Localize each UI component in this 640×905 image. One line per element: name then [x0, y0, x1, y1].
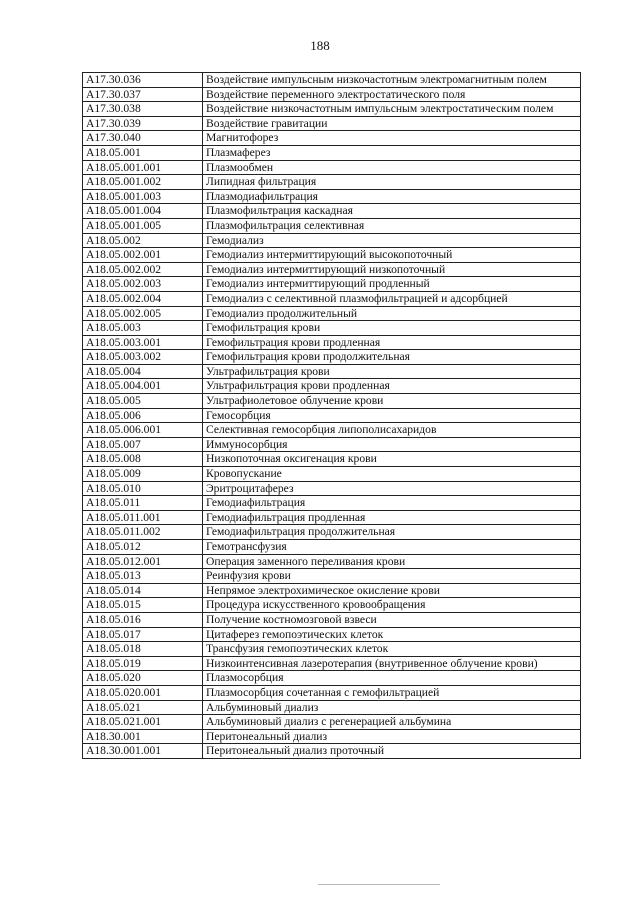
table-row [83, 291, 581, 306]
table-row [83, 656, 581, 671]
service-code-cell: A17.30.039 [83, 116, 203, 131]
service-name-cell: Ультрафиолетовое облучение крови [203, 394, 581, 409]
service-code-cell: A18.30.001.001 [83, 744, 203, 759]
service-name-cell: Альбуминовый диализ с регенерацией альбумина [203, 715, 581, 730]
table-row [83, 233, 581, 248]
service-name-cell: Гемофильтрация крови продолжительная [203, 350, 581, 365]
service-code-cell: A18.05.002.002 [83, 262, 203, 277]
service-name-cell: Низкоинтенсивная лазеротерапия (внутривенное облучение крови) [203, 656, 581, 671]
table-row [83, 218, 581, 233]
services-table-body [83, 73, 581, 759]
service-name-cell: Процедура искусственного кровообращения [203, 598, 581, 613]
service-code-cell: A18.05.021 [83, 700, 203, 715]
service-name-cell: Гемодиафильтрация продолжительная [203, 525, 581, 540]
service-name-cell: Перитонеальный диализ проточный [203, 744, 581, 759]
table-row [83, 569, 581, 584]
service-name-cell: Непрямое электрохимическое окисление крови [203, 583, 581, 598]
service-name-cell: Цитаферез гемопоэтических клеток [203, 627, 581, 642]
service-code-cell: A18.05.010 [83, 481, 203, 496]
service-name-cell: Гемосорбция [203, 408, 581, 423]
table-row [83, 715, 581, 730]
table-row [83, 321, 581, 336]
service-name-cell: Плазмосорбция [203, 671, 581, 686]
table-row [83, 335, 581, 350]
service-code-cell: A18.05.002.001 [83, 248, 203, 263]
table-row [83, 554, 581, 569]
service-name-cell: Гемодиафильтрация [203, 496, 581, 511]
table-row [83, 481, 581, 496]
service-code-cell: A18.05.015 [83, 598, 203, 613]
table-row [83, 437, 581, 452]
service-code-cell: A18.05.001.003 [83, 189, 203, 204]
table-row [83, 204, 581, 219]
service-code-cell: A18.05.012 [83, 540, 203, 555]
table-row [83, 452, 581, 467]
service-name-cell: Селективная гемосорбция липополисахаридов [203, 423, 581, 438]
page-number: 188 [310, 38, 330, 53]
table-row [83, 627, 581, 642]
table-row [83, 277, 581, 292]
table-row [83, 189, 581, 204]
table-row [83, 160, 581, 175]
service-code-cell: A18.05.016 [83, 612, 203, 627]
service-code-cell: A18.05.011.001 [83, 510, 203, 525]
service-name-cell: Гемодиализ интермиттирующий продленный [203, 277, 581, 292]
service-name-cell: Кровопускание [203, 467, 581, 482]
service-name-cell: Воздействие переменного электростатического поля [203, 87, 581, 102]
service-code-cell: A18.05.002.005 [83, 306, 203, 321]
table-row [83, 262, 581, 277]
service-name-cell: Плазмосорбция сочетанная с гемофильтрацией [203, 685, 581, 700]
service-code-cell: A18.05.013 [83, 569, 203, 584]
service-name-cell: Альбуминовый диализ [203, 700, 581, 715]
service-name-cell: Плазмофильтрация селективная [203, 218, 581, 233]
service-name-cell: Гемодиализ интермиттирующий низкопоточный [203, 262, 581, 277]
service-code-cell: A18.05.018 [83, 642, 203, 657]
service-name-cell: Перитонеальный диализ [203, 729, 581, 744]
table-row [83, 744, 581, 759]
table-row [83, 671, 581, 686]
service-code-cell: A18.05.008 [83, 452, 203, 467]
table-row [83, 700, 581, 715]
service-code-cell: A18.05.004.001 [83, 379, 203, 394]
service-code-cell: A18.05.001.001 [83, 160, 203, 175]
service-name-cell: Гемодиализ продолжительный [203, 306, 581, 321]
service-code-cell: A18.05.001.002 [83, 175, 203, 190]
service-code-cell: A18.05.011 [83, 496, 203, 511]
service-code-cell: A17.30.037 [83, 87, 203, 102]
table-row [83, 642, 581, 657]
service-name-cell: Гемотрансфузия [203, 540, 581, 555]
service-name-cell: Воздействие гравитации [203, 116, 581, 131]
service-code-cell: A18.05.019 [83, 656, 203, 671]
service-code-cell: A18.05.001.004 [83, 204, 203, 219]
service-code-cell: A18.05.003 [83, 321, 203, 336]
table-row [83, 131, 581, 146]
service-name-cell: Операция заменного переливания крови [203, 554, 581, 569]
table-row [83, 306, 581, 321]
service-code-cell: A18.05.021.001 [83, 715, 203, 730]
service-name-cell: Плазмообмен [203, 160, 581, 175]
service-name-cell: Получение костномозговой взвеси [203, 612, 581, 627]
service-code-cell: A18.05.002.003 [83, 277, 203, 292]
service-name-cell: Гемофильтрация крови продленная [203, 335, 581, 350]
service-code-cell: A17.30.040 [83, 131, 203, 146]
service-code-cell: A18.05.005 [83, 394, 203, 409]
table-row [83, 729, 581, 744]
table-row [83, 350, 581, 365]
table-row [83, 612, 581, 627]
service-name-cell: Гемодиализ с селективной плазмофильтрацией и адсорбцией [203, 291, 581, 306]
service-name-cell: Липидная фильтрация [203, 175, 581, 190]
service-name-cell: Низкопоточная оксигенация крови [203, 452, 581, 467]
service-code-cell: A18.05.006.001 [83, 423, 203, 438]
service-code-cell: A18.05.002.004 [83, 291, 203, 306]
service-name-cell: Трансфузия гемопоэтических клеток [203, 642, 581, 657]
table-row [83, 423, 581, 438]
service-code-cell: A18.05.001 [83, 145, 203, 160]
service-name-cell: Гемодиализ [203, 233, 581, 248]
service-name-cell: Плазмодиафильтрация [203, 189, 581, 204]
service-code-cell: A18.05.003.001 [83, 335, 203, 350]
service-code-cell: A17.30.038 [83, 102, 203, 117]
service-code-cell: A18.05.006 [83, 408, 203, 423]
service-code-cell: A18.05.009 [83, 467, 203, 482]
service-code-cell: A18.05.001.005 [83, 218, 203, 233]
service-code-cell: A18.05.014 [83, 583, 203, 598]
table-row [83, 364, 581, 379]
service-name-cell: Реинфузия крови [203, 569, 581, 584]
service-code-cell: A18.05.011.002 [83, 525, 203, 540]
table-row [83, 116, 581, 131]
table-row [83, 496, 581, 511]
service-code-cell: A18.05.017 [83, 627, 203, 642]
table-row [83, 394, 581, 409]
service-code-cell: A18.05.004 [83, 364, 203, 379]
service-name-cell: Ультрафильтрация крови [203, 364, 581, 379]
table-row [83, 467, 581, 482]
service-name-cell: Гемодиализ интермиттирующий высокопоточный [203, 248, 581, 263]
service-name-cell: Магнитофорез [203, 131, 581, 146]
table-row [83, 248, 581, 263]
table-row [83, 102, 581, 117]
service-code-cell: A18.05.012.001 [83, 554, 203, 569]
table-row [83, 379, 581, 394]
table-row [83, 87, 581, 102]
table-row [83, 510, 581, 525]
service-code-cell: A17.30.036 [83, 73, 203, 88]
service-name-cell: Плазмаферез [203, 145, 581, 160]
service-name-cell: Плазмофильтрация каскадная [203, 204, 581, 219]
table-row [83, 598, 581, 613]
service-code-cell: A18.05.007 [83, 437, 203, 452]
service-name-cell: Эритроцитаферез [203, 481, 581, 496]
service-code-cell: A18.05.003.002 [83, 350, 203, 365]
service-name-cell: Воздействие низкочастотным импульсным электростатическим полем [203, 102, 581, 117]
services-table [82, 72, 581, 759]
table-row [83, 175, 581, 190]
table-row [83, 525, 581, 540]
table-row [83, 685, 581, 700]
service-code-cell: A18.30.001 [83, 729, 203, 744]
scan-artifact-line [318, 884, 440, 885]
service-name-cell: Ультрафильтрация крови продленная [203, 379, 581, 394]
table-row [83, 540, 581, 555]
table-row [83, 145, 581, 160]
service-code-cell: A18.05.002 [83, 233, 203, 248]
service-name-cell: Воздействие импульсным низкочастотным электромагнитным полем [203, 73, 581, 88]
table-row [83, 408, 581, 423]
table-row [83, 583, 581, 598]
service-code-cell: A18.05.020 [83, 671, 203, 686]
service-code-cell: A18.05.020.001 [83, 685, 203, 700]
service-name-cell: Гемофильтрация крови [203, 321, 581, 336]
service-name-cell: Гемодиафильтрация продленная [203, 510, 581, 525]
table-row [83, 73, 581, 88]
service-name-cell: Иммуносорбция [203, 437, 581, 452]
